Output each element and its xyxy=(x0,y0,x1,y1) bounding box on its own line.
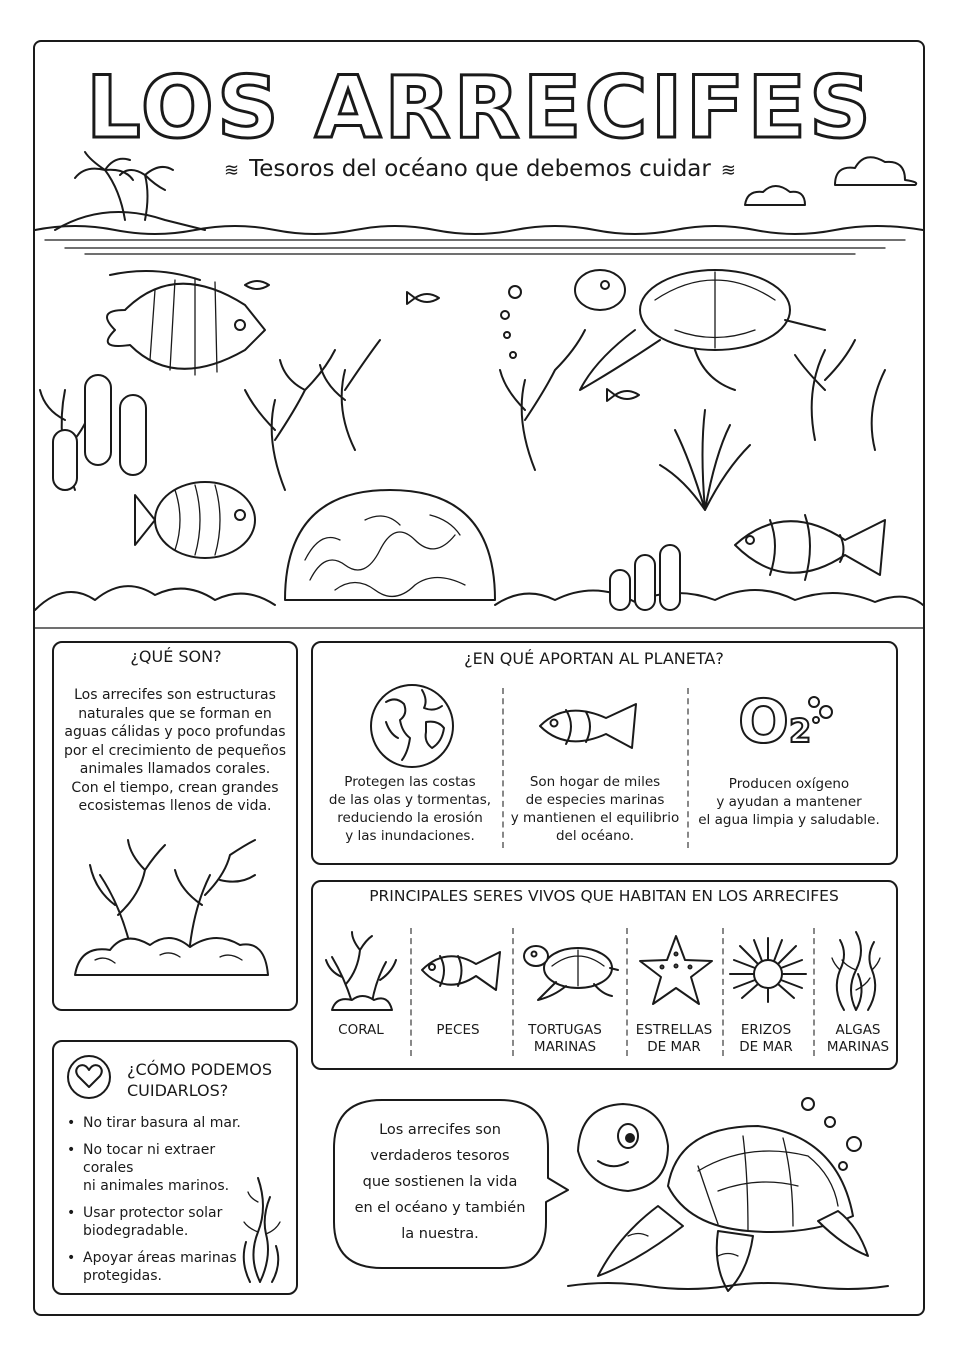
tip-line: ni animales marinos. xyxy=(83,1178,230,1194)
creature-name: CORAL xyxy=(338,1022,384,1038)
right-sparkle-icon: ≋ xyxy=(720,160,736,181)
aportan-line: del océano. xyxy=(555,828,635,844)
creature-name: ESTRELLAS xyxy=(635,1022,713,1038)
tip-line: biodegradable. xyxy=(83,1223,189,1239)
clownfish-icon xyxy=(735,515,885,580)
que-son-text xyxy=(58,686,292,816)
small-fish-icon xyxy=(245,281,269,289)
creature-name: ALGAS xyxy=(835,1022,881,1038)
tip-line: • Apoyar áreas marinas xyxy=(83,1250,237,1266)
cuidar-heading-line: ¿CÓMO PODEMOS xyxy=(127,1060,272,1079)
page-title: LOS ARRECIFES xyxy=(85,58,874,158)
heart-icon xyxy=(66,1054,112,1100)
creature-name: MARINAS xyxy=(826,1039,890,1055)
aportan-line: y las inundaciones. xyxy=(345,828,475,844)
tip-item xyxy=(67,1204,242,1240)
starfish-icon xyxy=(638,934,714,1006)
sea-turtle-icon xyxy=(575,270,825,390)
tip-line: protegidas. xyxy=(83,1268,162,1284)
bubbles-icon xyxy=(501,286,521,358)
column-divider xyxy=(502,688,504,848)
cartoon-sea-turtle-icon xyxy=(568,1096,893,1296)
que-son-line: Los arrecifes son estructuras xyxy=(74,687,276,703)
sea-anemone-icon xyxy=(500,330,885,510)
column-divider xyxy=(512,928,514,1056)
tube-sponge-icon xyxy=(610,545,680,610)
creature-label xyxy=(515,1022,615,1056)
clownfish-icon xyxy=(418,944,504,996)
aportan-line: de especies marinas xyxy=(525,792,665,808)
que-son-line: Con el tiempo, crean grandes xyxy=(71,779,279,796)
creature-name: DE MAR xyxy=(739,1039,793,1055)
tip-item xyxy=(67,1141,242,1195)
sea-urchin-icon xyxy=(728,934,808,1004)
creature-name: PECES xyxy=(436,1022,480,1038)
bubble-line: verdaderos tesoros xyxy=(370,1148,510,1164)
coral-icon xyxy=(322,932,400,1012)
creature-label xyxy=(624,1022,724,1056)
que-son-line: naturales que se forman en xyxy=(78,705,272,722)
cuidar-heading-line: CUIDARLOS? xyxy=(127,1081,229,1100)
creature-label xyxy=(311,1022,411,1039)
subtitle-text: Tesoros del océano que debemos cuidar xyxy=(249,156,711,182)
bubbles-icon xyxy=(806,694,836,728)
seres-vivos-heading: PRINCIPALES SERES VIVOS QUE HABITAN EN LOS ARRECIFES xyxy=(346,883,862,909)
reef-scene-illustration xyxy=(35,190,923,630)
creature-name: TORTUGAS xyxy=(528,1022,602,1038)
speech-bubble-text xyxy=(345,1117,535,1247)
creature-label xyxy=(808,1022,908,1056)
cuidar-tips-list xyxy=(67,1114,242,1294)
small-fish-icon xyxy=(607,389,639,401)
creature-label xyxy=(408,1022,508,1039)
tip-line: • Usar protector solar xyxy=(83,1205,223,1221)
column-divider xyxy=(687,688,689,848)
creature-name: ERIZOS xyxy=(740,1022,792,1038)
bubble-line: Los arrecifes son xyxy=(379,1122,501,1138)
bubble-line: que sostienen la vida xyxy=(362,1174,518,1190)
aportan-line: reduciendo la erosión xyxy=(337,810,483,826)
creature-label xyxy=(716,1022,816,1056)
aportan-heading: ¿EN QUÉ APORTAN AL PLANETA? xyxy=(446,645,742,672)
aportan-column-text xyxy=(694,775,884,829)
que-son-line: por el crecimiento de pequeños xyxy=(63,742,287,759)
o2-letter: O xyxy=(738,687,790,757)
tip-line: • No tocar ni extraer corales xyxy=(83,1142,216,1176)
seaweed-icon xyxy=(826,930,886,1012)
cuidar-heading xyxy=(127,1059,272,1101)
brain-coral-icon xyxy=(285,490,495,600)
que-son-line: ecosistemas llenos de vida. xyxy=(78,798,272,814)
turtle-icon xyxy=(520,940,620,1002)
que-son-line: aguas cálidas y poco profundas xyxy=(64,724,286,740)
bubble-line: la nuestra. xyxy=(401,1226,479,1242)
page-subtitle xyxy=(0,156,960,182)
aportan-line: y ayudan a mantener xyxy=(716,794,862,810)
aportan-line: de las olas y tormentas, xyxy=(328,792,492,808)
coral-reef-icon xyxy=(70,835,275,985)
aportan-column-text xyxy=(320,773,500,845)
butterfly-fish-icon xyxy=(135,482,255,558)
seaweed-icon xyxy=(238,1172,286,1284)
aportan-line: el agua limpia y saludable. xyxy=(698,812,880,828)
que-son-heading: ¿QUÉ SON? xyxy=(116,643,236,670)
fish-icon xyxy=(536,696,642,754)
que-son-line: animales llamados corales. xyxy=(79,761,271,777)
aportan-line: Producen oxígeno xyxy=(728,776,850,792)
small-fish-icon xyxy=(407,292,439,304)
aportan-line: y mantienen el equilibrio xyxy=(510,810,680,826)
o2-subscript: 2 xyxy=(789,712,812,750)
tip-item xyxy=(67,1249,242,1285)
tip-line: • No tirar basura al mar. xyxy=(83,1115,241,1131)
aportan-line: Protegen las costas xyxy=(344,774,476,790)
creature-name: MARINAS xyxy=(533,1039,597,1055)
left-sparkle-icon: ≋ xyxy=(224,160,240,181)
tip-item xyxy=(67,1114,242,1132)
aportan-column-text xyxy=(505,773,685,845)
bubble-line: en el océano y también xyxy=(354,1200,526,1216)
creature-name: DE MAR xyxy=(647,1039,701,1055)
aportan-line: Son hogar de miles xyxy=(529,774,661,790)
earth-globe-icon xyxy=(368,682,456,770)
angelfish-icon xyxy=(107,271,265,375)
